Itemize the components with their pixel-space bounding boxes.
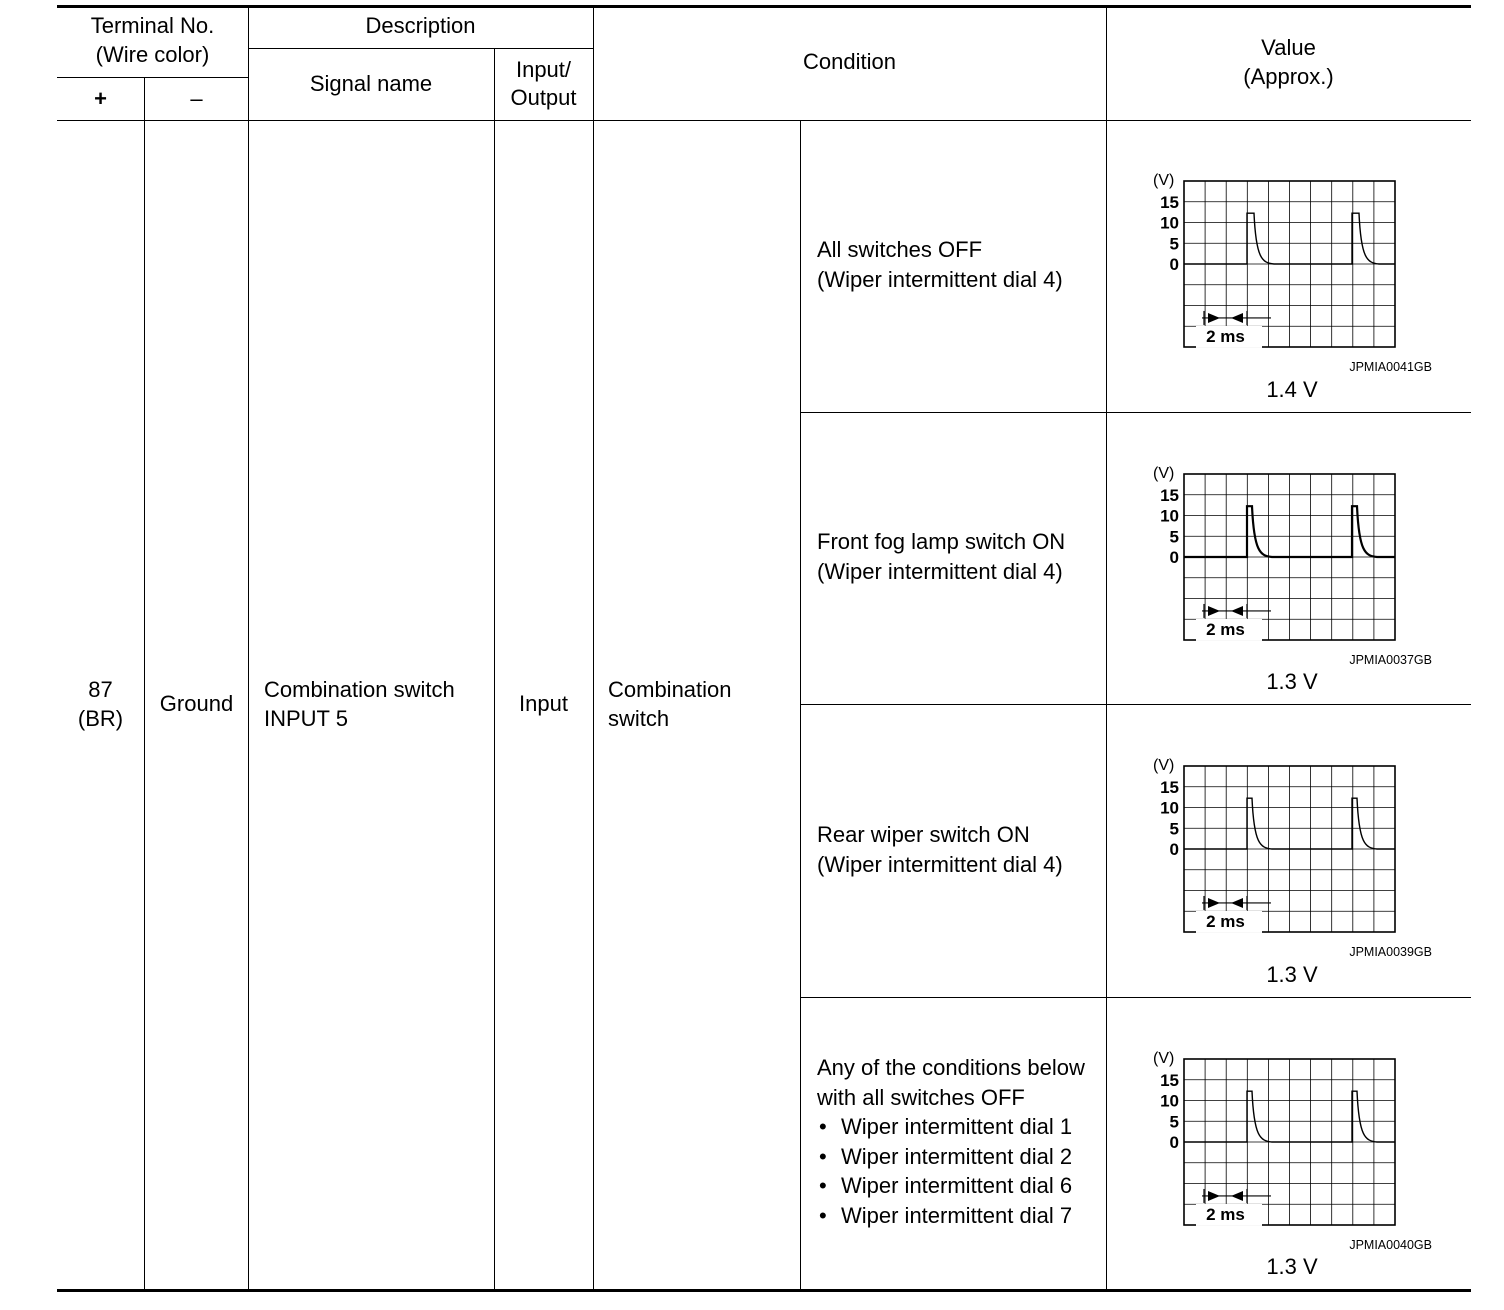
time-arrow-icon <box>1231 898 1243 908</box>
condition-bullet: • Wiper intermittent dial 6 <box>817 1171 1107 1201</box>
cell-input-output: Input <box>519 691 568 716</box>
header-condition: Condition <box>803 49 896 74</box>
y-tick-label: 15 <box>1160 777 1179 797</box>
value-3: 1.3 V <box>1266 962 1318 987</box>
value-1: 1.4 V <box>1266 377 1318 402</box>
header-minus: – <box>190 86 203 111</box>
condition-line: (Wiper intermittent dial 4) <box>817 266 1063 292</box>
cell-condition-2: switch <box>608 706 670 731</box>
figure-id: JPMIA0037GB <box>1349 653 1432 667</box>
col-sep-plus-minus <box>144 77 145 1290</box>
condition-cell-3 <box>817 820 1107 879</box>
condition-bullet: • Wiper intermittent dial 7 <box>817 1201 1107 1231</box>
time-scale-label: 2 ms <box>1206 326 1245 346</box>
waveform-chart <box>1147 163 1447 373</box>
y-tick-label: 5 <box>1169 819 1179 839</box>
rule-cond-3 <box>800 997 1471 998</box>
condition-line: with all switches OFF <box>817 1084 1025 1110</box>
time-arrow-icon <box>1208 606 1220 616</box>
y-unit-label: (V) <box>1153 1050 1175 1067</box>
terminal-spec-table <box>57 5 1471 1292</box>
y-tick-label: 0 <box>1169 840 1179 859</box>
time-arrow-icon <box>1208 313 1220 323</box>
header-input-output-1: Input/ <box>515 57 572 82</box>
waveform-figure-1 <box>1147 163 1447 373</box>
time-scale-label: 2 ms <box>1206 911 1245 931</box>
y-tick-label: 10 <box>1160 798 1179 818</box>
condition-bullet-list <box>817 1112 1107 1230</box>
y-tick-label: 5 <box>1169 1112 1179 1132</box>
cell-condition-1: Combination <box>608 677 732 702</box>
time-arrow-icon <box>1231 1191 1243 1201</box>
table-top-rule <box>57 5 1471 8</box>
figure-id: JPMIA0041GB <box>1349 360 1432 374</box>
rule-cond-2 <box>800 704 1471 705</box>
condition-bullet: • Wiper intermittent dial 1 <box>817 1112 1107 1142</box>
y-tick-label: 0 <box>1169 548 1179 567</box>
time-scale-label: 2 ms <box>1206 619 1245 639</box>
figure-id: JPMIA0039GB <box>1349 945 1432 959</box>
figure-id: JPMIA0040GB <box>1349 1238 1432 1252</box>
cell-signal-name-2: INPUT 5 <box>264 706 348 731</box>
condition-line: Front fog lamp switch ON <box>817 529 1066 554</box>
col-sep-condition-sub <box>800 120 801 1290</box>
header-input-output-2: Output <box>510 85 577 110</box>
y-tick-label: 10 <box>1160 1091 1179 1111</box>
value-4: 1.3 V <box>1266 1254 1318 1279</box>
header-signal-name: Signal name <box>309 71 433 96</box>
col-sep-terminal <box>248 5 249 1290</box>
waveform-chart <box>1147 456 1447 666</box>
rule-description-sub <box>248 48 593 49</box>
header-wire-color: (Wire color) <box>95 42 210 67</box>
condition-line: All switches OFF <box>817 237 983 262</box>
rule-header-bottom <box>57 120 1471 121</box>
cell-ground: Ground <box>159 691 234 716</box>
waveform-figure-4 <box>1147 1041 1447 1251</box>
y-tick-label: 5 <box>1169 234 1179 254</box>
cell-wire-color: (BR) <box>77 706 124 731</box>
header-description: Description <box>365 13 476 38</box>
header-value-2: (Approx.) <box>1243 64 1334 89</box>
y-tick-label: 10 <box>1160 506 1179 526</box>
condition-bullet: • Wiper intermittent dial 2 <box>817 1142 1107 1172</box>
time-scale-label: 2 ms <box>1206 1204 1245 1224</box>
rule-terminal-sub <box>57 77 248 78</box>
condition-cell-1 <box>817 235 1107 294</box>
cell-signal-name-1: Combination switch <box>264 677 455 702</box>
time-arrow-icon <box>1231 313 1243 323</box>
condition-line: Rear wiper switch ON <box>817 822 1030 847</box>
y-tick-label: 5 <box>1169 527 1179 547</box>
waveform-chart <box>1147 1041 1447 1251</box>
header-value-1: Value <box>1261 35 1316 60</box>
condition-cell-2 <box>817 527 1107 586</box>
cell-terminal-number: 87 <box>88 677 113 702</box>
waveform-chart <box>1147 748 1447 958</box>
rule-cond-1 <box>800 412 1471 413</box>
table-bottom-rule <box>57 1289 1471 1292</box>
header-terminal-no: Terminal No. <box>90 13 215 38</box>
time-arrow-icon <box>1208 898 1220 908</box>
y-tick-label: 15 <box>1160 1070 1179 1090</box>
y-tick-label: 15 <box>1160 192 1179 212</box>
col-sep-io <box>593 5 594 1290</box>
y-tick-label: 10 <box>1160 213 1179 233</box>
y-tick-label: 0 <box>1169 255 1179 274</box>
y-unit-label: (V) <box>1153 757 1175 774</box>
waveform-figure-3 <box>1147 748 1447 958</box>
value-2: 1.3 V <box>1266 669 1318 694</box>
time-arrow-icon <box>1208 1191 1220 1201</box>
y-tick-label: 0 <box>1169 1133 1179 1152</box>
y-tick-label: 15 <box>1160 485 1179 505</box>
condition-line: Any of the conditions below <box>817 1055 1085 1080</box>
condition-cell-4 <box>817 1053 1107 1230</box>
y-unit-label: (V) <box>1153 172 1175 189</box>
time-arrow-icon <box>1231 606 1243 616</box>
condition-line: (Wiper intermittent dial 4) <box>817 558 1063 584</box>
col-sep-signal <box>494 48 495 1290</box>
waveform-figure-2 <box>1147 456 1447 666</box>
y-unit-label: (V) <box>1153 465 1175 482</box>
header-plus: + <box>94 86 107 111</box>
condition-line: (Wiper intermittent dial 4) <box>817 851 1063 877</box>
